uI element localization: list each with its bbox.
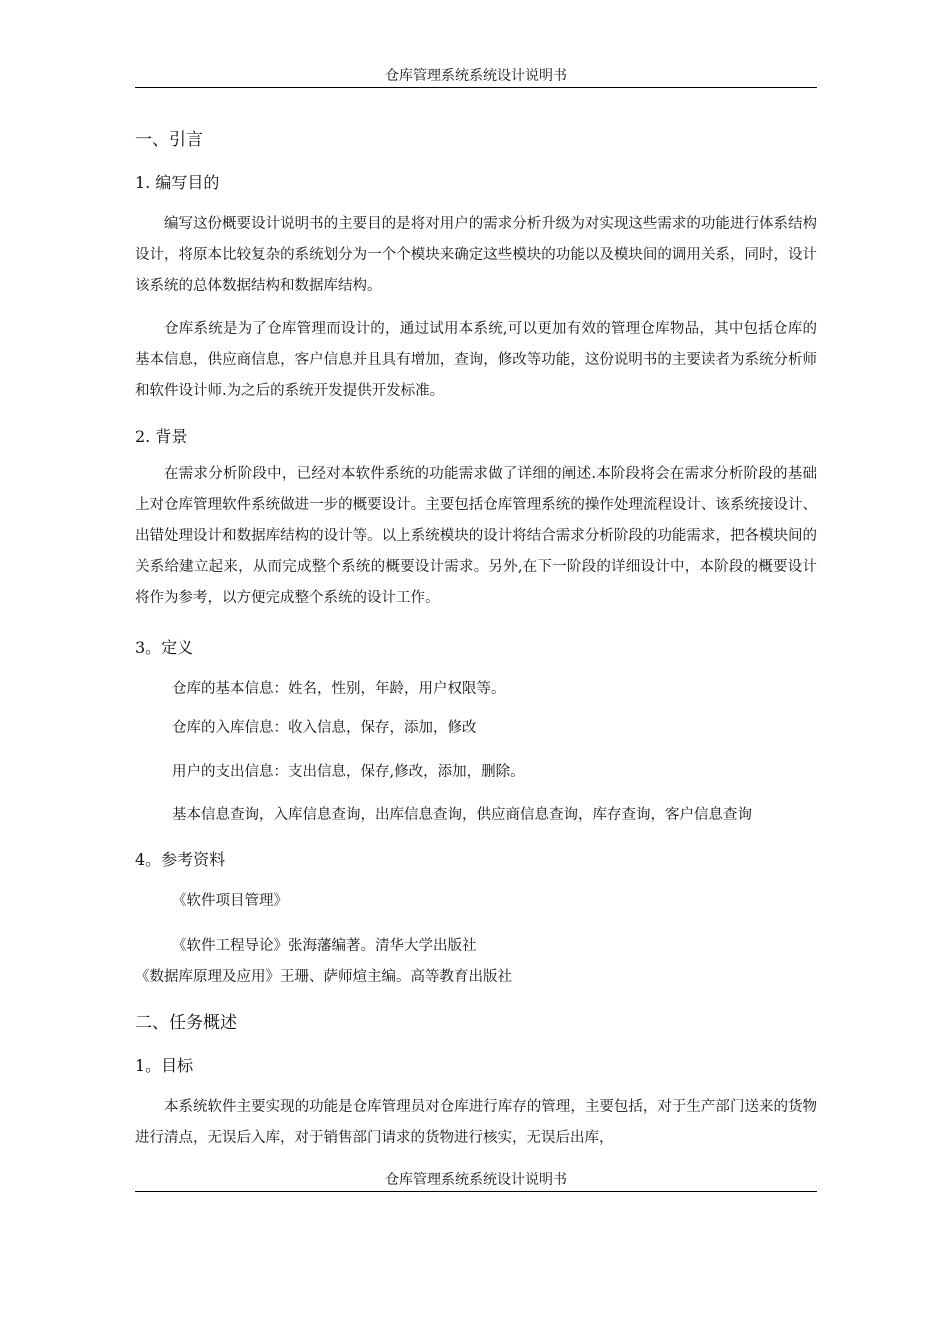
page-footer-header: 仓库管理系统系统设计说明书	[135, 1170, 817, 1192]
paragraph-purpose-1: 编写这份概要设计说明书的主要目的是将对用户的需求分析升级为对实现这些需求的功能进行体系结构设计，将原本比较复杂的系统划分为一个个模块来确定这些模块的功能以及模块间的调用关系，同时，设计该系统的总体数据结构和数据库结构。	[135, 216, 817, 294]
definition-item: 用户的支出信息：支出信息，保存,修改，添加，删除。	[172, 764, 525, 780]
section-heading-intro: 一、引言	[135, 130, 203, 150]
subheading-references: 4。参考资料	[135, 850, 226, 869]
paragraph-background: 在需求分析阶段中，已经对本软件系统的功能需求做了详细的阐述.本阶段将会在需求分析阶段的基础上对仓库管理软件系统做进一步的概要设计。主要包括仓库管理系统的操作处理流程设计、该系统接设计、出错处理设计和数据库结构的设计等。以上系统模块的设计将结合需求分析阶段的功能需求，把各模块间的关系给建立起来，从而完成整个系统的概要设计需求。另外,在下一阶段的详细设计中，本阶段的概要设计将作为参考，以方便完成整个系统的设计工作。	[135, 466, 817, 606]
reference-item: 《软件项目管理》	[172, 893, 288, 909]
reference-item: 《数据库原理及应用》王珊、萨师煊主编。高等教育出版社	[135, 969, 512, 985]
definition-item: 基本信息查询，入库信息查询，出库信息查询，供应商信息查询，库存查询，客户信息查询	[172, 807, 752, 823]
definition-item: 仓库的基本信息：姓名，性别，年龄，用户权限等。	[172, 681, 506, 697]
definition-item: 仓库的入库信息：收入信息，保存，添加，修改	[172, 720, 477, 736]
section-heading-overview: 二、任务概述	[135, 1013, 237, 1033]
page-header: 仓库管理系统系统设计说明书	[135, 66, 817, 88]
reference-item: 《软件工程导论》张海藩编著。清华大学出版社	[172, 938, 477, 954]
paragraph-goal: 本系统软件主要实现的功能是仓库管理员对仓库进行库存的管理，主要包括，对于生产部门送来的货物进行清点，无误后入库，对于销售部门请求的货物进行核实，无误后出库，	[135, 1099, 817, 1146]
subheading-background: 2. 背景	[135, 427, 188, 446]
subheading-goal: 1。目标	[135, 1056, 194, 1075]
subheading-definition: 3。定义	[135, 638, 194, 657]
paragraph-purpose-2: 仓库系统是为了仓库管理而设计的，通过试用本系统,可以更加有效的管理仓库物品，其中包括仓库的基本信息，供应商信息，客户信息并且具有增加，查询，修改等功能，这份说明书的主要读者为系统分析师和软件设计师.为之后的系统开发提供开发标准。	[135, 321, 817, 399]
subheading-purpose: 1. 编写目的	[135, 173, 220, 192]
